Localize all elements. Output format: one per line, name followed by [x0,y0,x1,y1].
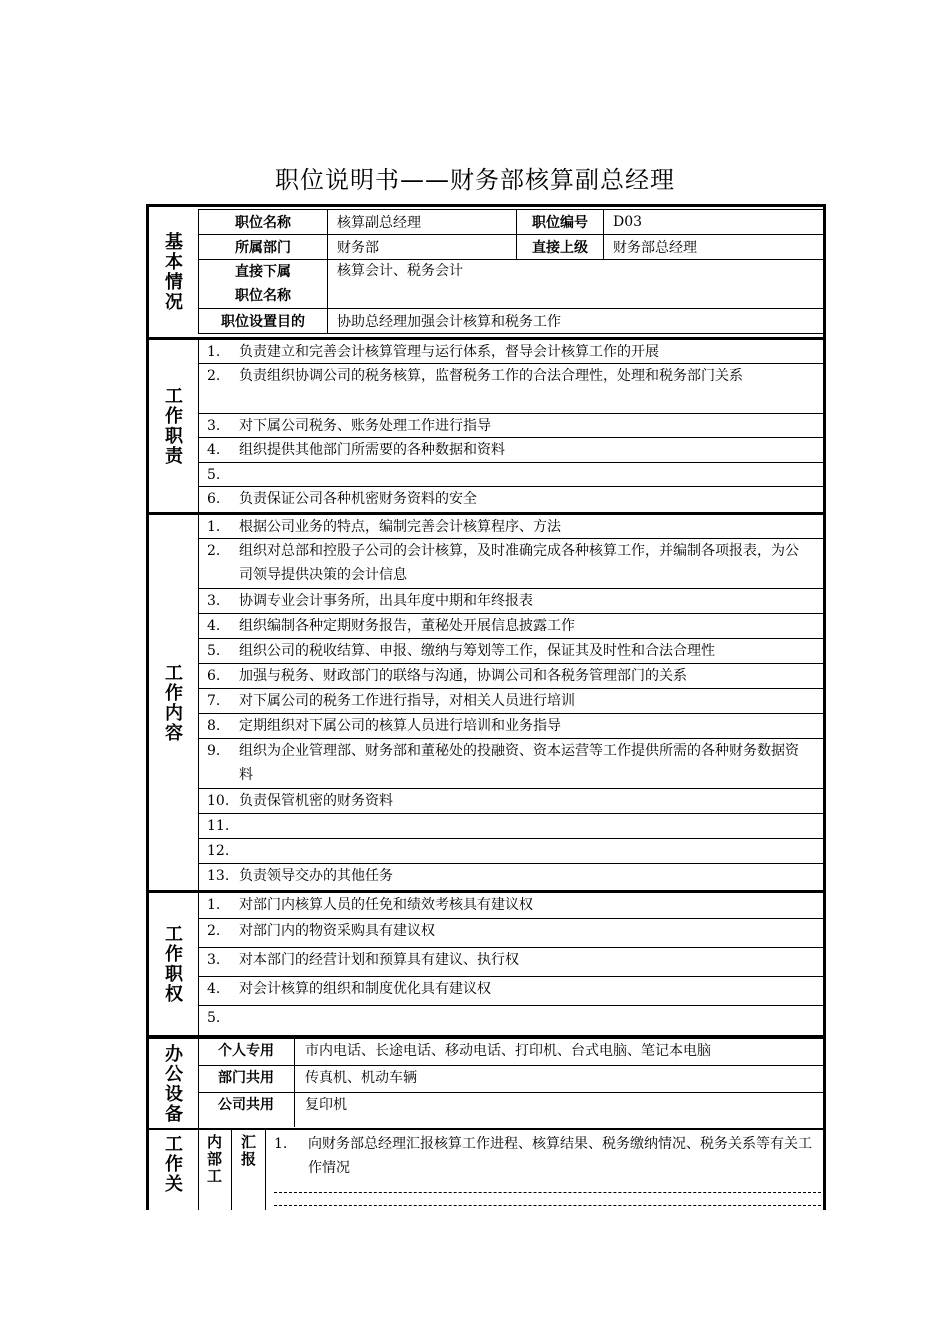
list-item [198,463,826,487]
list-item [198,487,826,512]
section-duties [146,340,826,512]
item-text: 负责保管机密的财务资料 [239,793,393,809]
subordinates-label-line-2: 职位名称 [235,288,291,304]
equipment-row [198,1066,826,1093]
item-text: 协调专业会计事务所，出具年度中期和年终报表 [239,593,533,609]
item-text: 组织编制各种定期财务报告，董秘处开展信息披露工作 [239,618,575,634]
subordinates-label [199,260,328,309]
item-number: 2. [207,543,221,559]
item-text: 对部门内核算人员的任免和绩效考核具有建议权 [239,897,533,913]
item-text: 对下属公司税务、账务处理工作进行指导 [239,418,491,434]
list-item [198,789,826,814]
item-number: 5. [207,643,221,659]
dashed-divider [274,1180,826,1193]
section-basic-info [146,207,826,336]
section-relations [146,1130,826,1210]
list-item [198,639,826,664]
department-value: 财务部 [328,235,517,260]
item-text: 对部门内的物资采购具有建议权 [239,923,435,939]
list-item [198,948,826,977]
section-label [146,893,199,1035]
equipment-label: 部门共用 [198,1066,295,1092]
list-item [198,1006,826,1035]
item-text: 负责领导交办的其他任务 [239,868,393,884]
section-label [146,207,198,336]
item-text: 组织提供其他部门所需要的各种数据和资料 [239,442,505,458]
list-item [198,739,826,789]
content-list [198,515,826,890]
position-name-label: 职位名称 [199,210,328,235]
section-label [146,340,199,512]
section-label-text: 工作关 [162,1134,183,1194]
item-number: 5. [207,1010,221,1026]
dashed-divider [274,1193,826,1206]
list-item [198,664,826,689]
supervisor-label: 直接上级 [517,235,604,260]
list-item [198,414,826,438]
list-item [198,864,826,890]
item-number: 9. [207,743,221,759]
page-title: 职位说明书——财务部核算副总经理 [275,166,675,194]
section-label [146,1039,199,1128]
list-item [198,438,826,463]
list-item [198,839,826,864]
section-label-text: 办公设备 [162,1043,183,1124]
item-number: 13. [207,868,230,884]
list-item [198,614,826,639]
item-number: 1. [207,519,221,535]
item-text: 组织对总部和控股子公司的会计核算，及时准确完成各种核算工作，并编制各项报表，为公司领导提供决策的会计信息 [239,543,799,583]
item-number: 8. [207,718,221,734]
list-item [198,340,826,364]
item-number: 6. [207,491,221,507]
item-number: 3. [207,418,221,434]
item-number: 2. [207,368,221,384]
item-text: 根据公司业务的特点，编制完善会计核算程序、方法 [239,519,561,535]
item-text: 定期组织对下属公司的核算人员进行培训和业务指导 [239,718,561,734]
section-label-text: 基本情况 [162,231,183,312]
equipment-text: 复印机 [305,1097,347,1113]
list-item [198,589,826,614]
equipment-text: 传真机、机动车辆 [305,1070,417,1086]
report-label: 汇报 [239,1134,257,1168]
equipment-label: 公司共用 [198,1093,295,1127]
equipment-row [198,1039,826,1066]
equipment-list [198,1039,826,1127]
authority-list [198,893,826,1035]
item-number: 5. [207,467,221,483]
purpose-label: 职位设置目的 [199,309,328,334]
section-label-text: 工作职责 [162,386,183,466]
subordinates-label-line-1: 直接下属 [235,264,291,280]
item-text: 负责保证公司各种机密财务资料的安全 [239,491,477,507]
section-work-content [146,515,826,891]
section-authority [146,893,826,1035]
basic-info-table [198,209,826,334]
item-number: 3. [207,593,221,609]
item-number: 6. [207,668,221,684]
subordinates-value: 核算会计、税务会计 [328,260,826,309]
position-code-label: 职位编号 [517,210,604,235]
list-item [198,364,826,414]
item-number: 2. [207,923,221,939]
section-label [146,1130,199,1210]
item-text: 对本部门的经营计划和预算具有建议、执行权 [239,952,519,968]
item-text: 加强与税务、财政部门的联络与沟通，协调公司和各税务管理部门的关系 [239,668,687,684]
list-item [198,515,826,539]
item-number: 1. [207,897,221,913]
list-item [198,714,826,739]
list-item [198,919,826,948]
item-number: 1. [207,344,221,360]
list-item [274,1132,826,1180]
position-code-value: D03 [604,210,826,235]
item-text: 负责建立和完善会计核算管理与运行体系，督导会计核算工作的开展 [239,344,659,360]
item-number: 4. [207,981,221,997]
section-label-text: 工作职权 [162,924,183,1004]
section-label [146,515,199,891]
item-number: 11. [207,818,230,834]
item-text: 组织为企业管理部、财务部和董秘处的投融资、资本运营等工作提供所需的各种财务数据资料 [239,743,799,783]
list-item [198,814,826,839]
position-name-value: 核算副总经理 [328,210,517,235]
relations-list [266,1132,826,1206]
duties-list [198,340,826,512]
item-number: 1. [274,1136,288,1152]
purpose-value: 协助总经理加强会计核算和税务工作 [328,309,826,334]
internal-label-cell [198,1130,232,1210]
section-label-text: 工作内容 [162,663,183,743]
item-number: 3. [207,952,221,968]
internal-label: 内部工 [205,1134,223,1185]
equipment-text: 市内电话、长途电话、移动电话、打印机、台式电脑、笔记本电脑 [305,1043,711,1059]
item-number: 7. [207,693,221,709]
item-number: 4. [207,618,221,634]
item-text: 负责组织协调公司的税务核算，监督税务工作的合法合理性，处理和税务部门关系 [239,368,743,384]
item-text: 向财务部总经理汇报核算工作进程、核算结果、税务缴纳情况、税务关系等有关工作情况 [308,1136,812,1176]
list-item [198,539,826,589]
item-number: 12. [207,843,230,859]
equipment-row [198,1093,826,1127]
department-label: 所属部门 [199,235,328,260]
item-text: 对下属公司的税务工作进行指导，对相关人员进行培训 [239,693,575,709]
item-number: 10. [207,793,230,809]
item-text: 组织公司的税收结算、申报、缴纳与筹划等工作，保证其及时性和合法合理性 [239,643,715,659]
item-number: 4. [207,442,221,458]
list-item [198,893,826,919]
supervisor-value: 财务部总经理 [604,235,826,260]
equipment-label: 个人专用 [198,1039,295,1065]
report-label-cell [232,1130,266,1210]
section-equipment [146,1039,826,1128]
list-item [198,977,826,1006]
item-text: 对会计核算的组织和制度优化具有建议权 [239,981,491,997]
list-item [198,689,826,714]
